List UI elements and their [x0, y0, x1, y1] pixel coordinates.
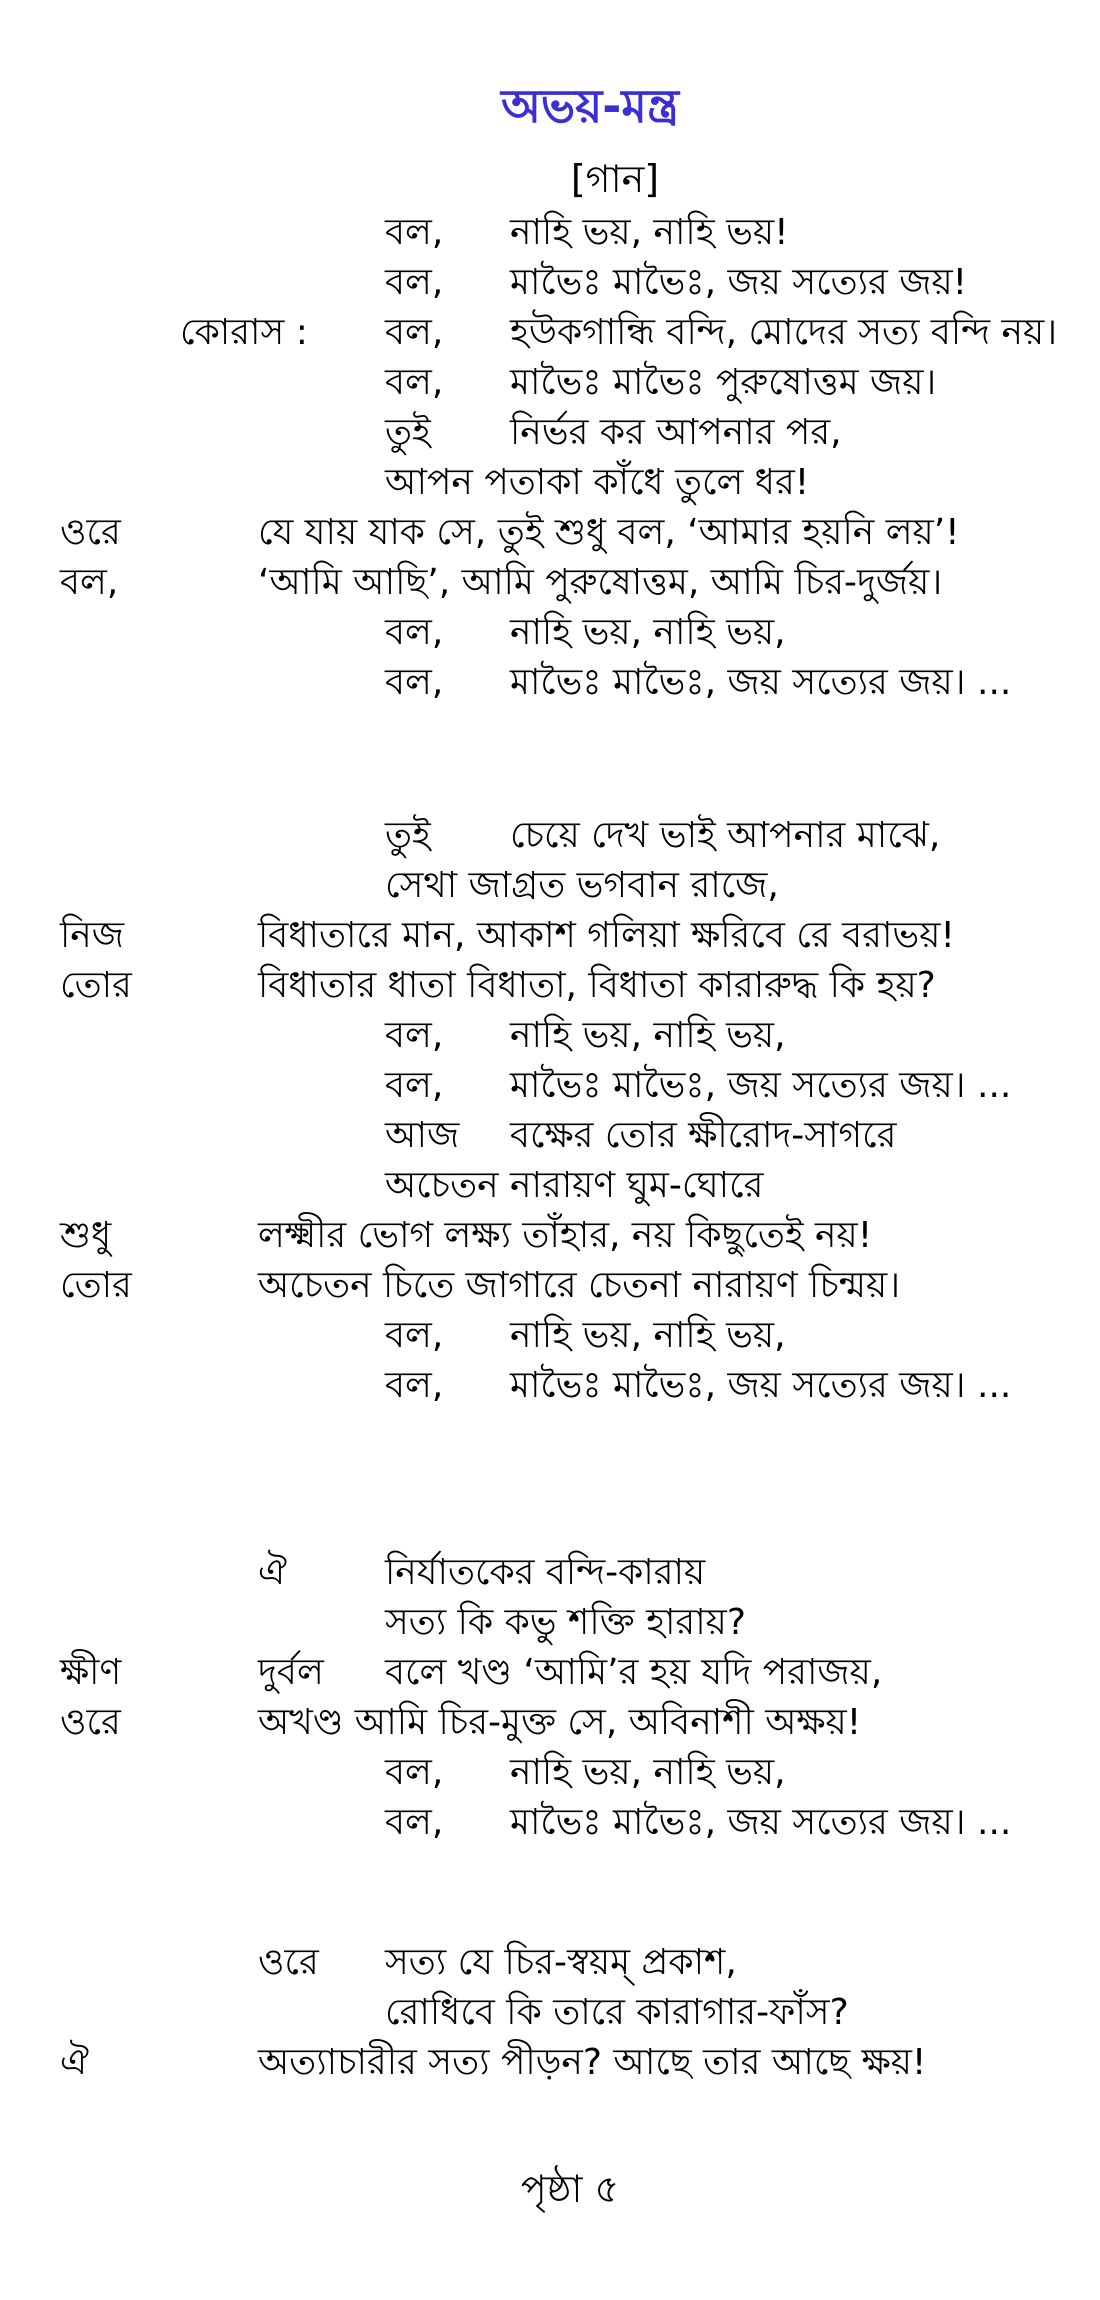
line-text: নাহি ভয়, নাহি ভয়! [510, 212, 789, 253]
line-lead-word: শুধু [60, 1215, 112, 1256]
line-keyword: বল, [385, 1015, 444, 1056]
line-keyword: তুই [385, 815, 431, 856]
line-keyword: বল, [385, 1315, 444, 1356]
line-text: মাভৈঃ মাভৈঃ, জয় সত্যের জয়। ... [510, 1365, 1012, 1406]
lyric-line [0, 355, 1100, 411]
chorus-label: কোরাস : [180, 312, 308, 353]
lyric-line [0, 908, 1100, 964]
line-keyword: বল, [385, 1752, 444, 1793]
song-title: অভয়-মন্ত্র [501, 79, 679, 133]
line-keyword: বল, [385, 212, 444, 253]
line-keyword: আজ [385, 1115, 460, 1156]
line-lead-word: নিজ [60, 915, 124, 956]
lyric-line [0, 555, 1100, 611]
line-keyword: বল, [385, 1802, 444, 1843]
line-text: সেথা জাগ্রত ভগবান রাজে, [385, 865, 779, 906]
lyric-line [0, 1008, 1100, 1064]
line-text: বিধাতারে মান, আকাশ গলিয়া ক্ষরিবে রে বরাভয়! [258, 915, 955, 956]
line-text: রোধিবে কি তারে কারাগার-ফাঁস? [385, 1992, 849, 2033]
lyric-line [0, 958, 1100, 1014]
line-text: অচেতন নারায়ণ ঘুম-ঘোরে [385, 1165, 764, 1206]
lyric-line [0, 1645, 1100, 1701]
line-text: অত্যাচারীর সত্য পীড়ন? আছে তার আছে ক্ষয়! [258, 2042, 927, 2083]
lyric-line [0, 1595, 1100, 1651]
line-text: আপন পতাকা কাঁধে তুলে ধর! [385, 462, 810, 503]
line-keyword: বল, [385, 312, 444, 353]
line-text: হউকগান্ধি বন্দি, মোদের সত্য বন্দি নয়। [510, 312, 1058, 353]
lyric-line [0, 1545, 1100, 1601]
line-keyword: বল, [385, 262, 444, 303]
lyric-line [0, 505, 1100, 561]
page-number: পৃষ্ঠা ৫ [520, 2167, 620, 2211]
song-subtitle: [গান] [570, 157, 660, 201]
line-text: বিধাতার ধাতা বিধাতা, বিধাতা কারারুদ্ধ কি হয়? [258, 965, 936, 1006]
line-keyword: ওরে [258, 1942, 319, 1983]
line-keyword: বল, [385, 1065, 444, 1106]
lyric-line [0, 808, 1100, 864]
line-text: নাহি ভয়, নাহি ভয়, [510, 1315, 786, 1356]
line-lead-word: ক্ষীণ [60, 1652, 122, 1693]
line-text: নির্ভর কর আপনার পর, [510, 412, 842, 453]
line-text: বক্ষের তোর ক্ষীরোদ-সাগরে [510, 1115, 897, 1156]
lyric-line [0, 455, 1100, 511]
lyric-line [0, 2035, 1100, 2091]
lyric-line [0, 1108, 1100, 1164]
lyric-line [0, 205, 1100, 261]
lyric-line [0, 1208, 1100, 1264]
line-keyword: বল, [385, 362, 444, 403]
lyric-line [0, 1695, 1100, 1751]
line-lead-word: ঐ [60, 2042, 89, 2083]
line-lead-word: ওরে [60, 1702, 121, 1743]
line-text: সত্য কি কভু শক্তি হারায়? [385, 1602, 746, 1643]
lyric-line [0, 1158, 1100, 1214]
line-keyword: দুর্বল [258, 1652, 324, 1693]
lyric-line [0, 1258, 1100, 1314]
line-lead-word: তোর [60, 965, 132, 1006]
line-lead-word: ওরে [60, 512, 121, 553]
line-text: মাভৈঃ মাভৈঃ, জয় সত্যের জয়। ... [510, 662, 1012, 703]
line-keyword: ঐ [258, 1552, 287, 1593]
line-lead-word: তোর [60, 1265, 132, 1306]
line-text: অখণ্ড আমি চির-মুক্ত সে, অবিনাশী অক্ষয়! [258, 1702, 862, 1743]
line-text: লক্ষ্মীর ভোগ লক্ষ্য তাঁহার, নয় কিছুতেই নয়! [258, 1215, 873, 1256]
lyric-line [0, 655, 1100, 711]
lyric-line [0, 255, 1100, 311]
line-lead-word: বল, [60, 562, 119, 603]
lyric-line [0, 305, 1100, 361]
line-text: মাভৈঃ মাভৈঃ, জয় সত্যের জয়। ... [510, 1065, 1012, 1106]
line-text: যে যায় যাক সে, তুই শুধু বল, ‘আমার হয়নি লয়’! [258, 512, 960, 553]
lyric-line [0, 1058, 1100, 1114]
lyric-line [0, 858, 1100, 914]
line-text: ‘আমি আছি’, আমি পুরুষোত্তম, আমি চির-দুর্জয়। [258, 562, 943, 603]
line-text: চেয়ে দেখ ভাই আপনার মাঝে, [510, 815, 941, 856]
line-text: নাহি ভয়, নাহি ভয়, [510, 1015, 786, 1056]
line-keyword: তুই [385, 412, 431, 453]
line-text: নাহি ভয়, নাহি ভয়, [510, 1752, 786, 1793]
lyric-line [0, 1308, 1100, 1364]
line-keyword: বল, [385, 612, 444, 653]
line-text: মাভৈঃ মাভৈঃ, জয় সত্যের জয়। ... [510, 1802, 1012, 1843]
lyric-line [0, 1795, 1100, 1851]
line-text: মাভৈঃ মাভৈঃ, জয় সত্যের জয়! [510, 262, 968, 303]
lyric-line [0, 1985, 1100, 2041]
lyric-line [0, 605, 1100, 661]
lyric-line [0, 1358, 1100, 1414]
line-text: নির্যাতকের বন্দি-কারায় [385, 1552, 706, 1593]
line-keyword: বল, [385, 662, 444, 703]
line-text: মাভৈঃ মাভৈঃ পুরুষোত্তম জয়। [510, 362, 937, 403]
lyric-line [0, 405, 1100, 461]
line-text: অচেতন চিতে জাগারে চেতনা নারায়ণ চিন্ময়। [258, 1265, 901, 1306]
line-text: সত্য যে চির-স্বয়ম্ প্রকাশ, [385, 1942, 737, 1983]
lyric-line [0, 1745, 1100, 1801]
line-text: বলে খণ্ড ‘আমি’র হয় যদি পরাজয়, [385, 1652, 883, 1693]
line-keyword: বল, [385, 1365, 444, 1406]
line-text: নাহি ভয়, নাহি ভয়, [510, 612, 786, 653]
lyric-line [0, 1935, 1100, 1991]
